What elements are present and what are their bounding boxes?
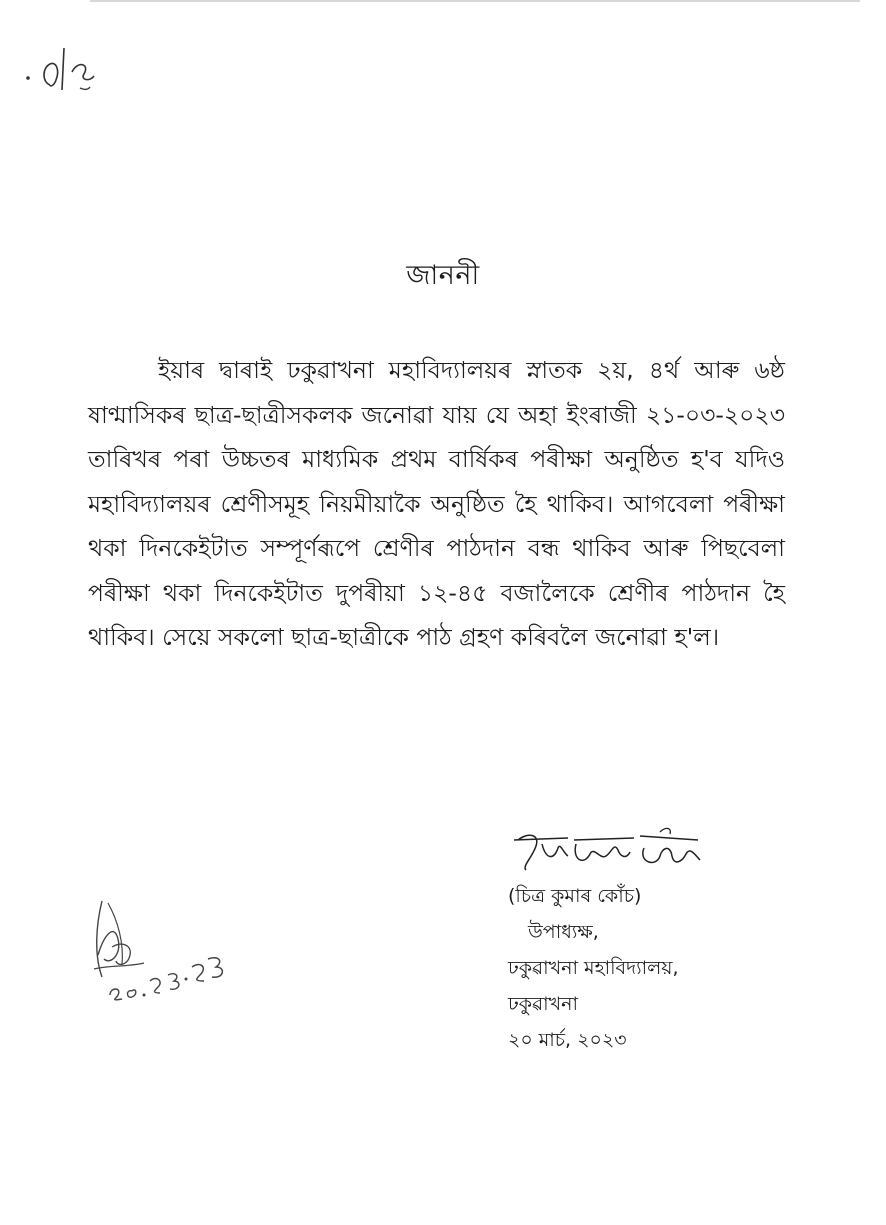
handwritten-corner-mark — [20, 30, 110, 100]
notice-title: জাননী — [406, 260, 480, 291]
notice-date: ২০ মাৰ্চ, ২০২৩ — [508, 1029, 627, 1051]
signatory-block — [508, 878, 868, 1058]
signatory-place: ঢকুৱাখনা — [508, 993, 578, 1015]
signatory-name: (চিত্ৰ কুমাৰ কোঁচ) — [508, 885, 642, 907]
handwritten-initials-with-date — [88, 895, 238, 1010]
notice-body: ইয়াৰ দ্বাৰাই ঢকুৱাখনা মহাবিদ্যালয়ৰ স্নাতক ২য়, ৪ৰ্থ আৰু ৬ষ্ঠ ষাণ্মাসিকৰ ছাত্ৰ-ছাত্ৰীসকলক জনোৱা যায় যে অহা ইংৰাজী ২১-০৩-২০২৩ তাৰিখৰ পৰা উচ্চতৰ মাধ্যমিক প্ৰথম বাৰ্ষিকৰ পৰীক্ষা অনুষ্ঠিত হ'ব যদিও মহাবিদ্যালয়ৰ শ্ৰেণীসমূহ নিয়মীয়াকৈ অনুষ্ঠিত হৈ থাকিব। আগবেলা পৰীক্ষা থকা দিনকেইটাত সম্পূৰ্ণৰূপে শ্ৰেণীৰ পাঠদান বন্ধ থাকিব আৰু পিছবেলা পৰীক্ষা থকা দিনকেইটাত দুপৰীয়া ১২-৪৫ বজালৈকে শ্ৰেণীৰ পাঠদান হৈ থাকিব। সেয়ে সকলো ছাত্ৰ-ছাত্ৰীকে পাঠ গ্ৰহণ কৰিবলৈ জনোৱা হ'ল। — [88, 356, 785, 651]
page-top-edge-line — [90, 0, 860, 2]
signatory-institution: ঢকুৱাখনা মহাবিদ্যালয়, — [508, 957, 679, 979]
signatory-designation: উপাধ্যক্ষ, — [528, 921, 599, 943]
handwritten-signature — [510, 826, 710, 881]
